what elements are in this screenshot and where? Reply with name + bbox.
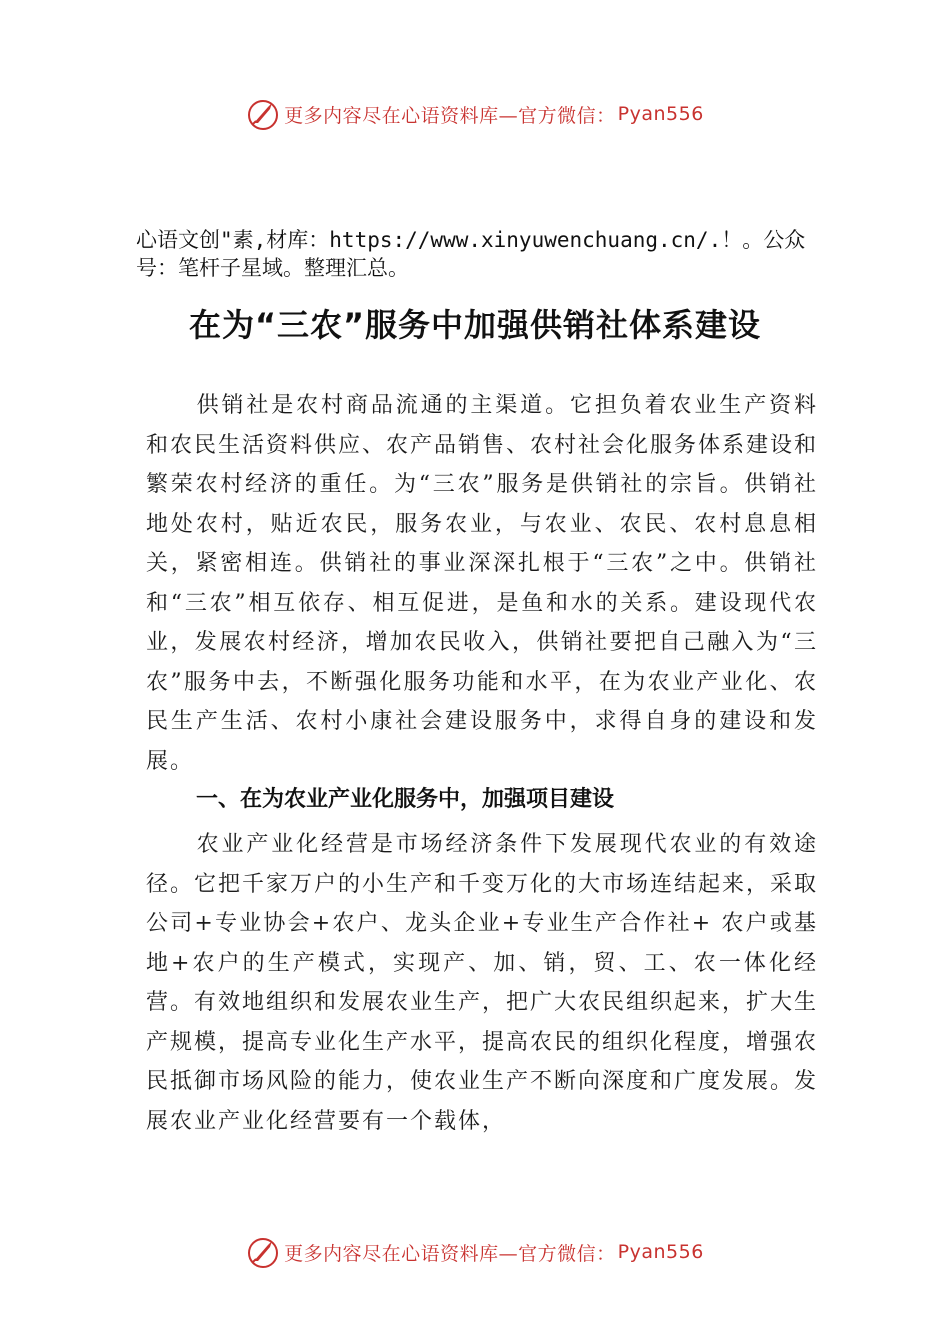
paragraph-section-1: 农业产业化经营是市场经济条件下发展现代农业的有效途径。它把千家万户的小生产和千变万化的大市场连结起来，采取公司+专业协会+农户、龙头企业+专业生产合作社+ 农户或基地+农户的生产模式，实现产、加、销，贸、工、农一体化经营。有效地组织和发展农业生产，把广大农民组织起来，扩大生产规模，提高专业化生产水平，提高农民的组织化程度，增强农民抵御市场风险的能力，使农业生产不断向深度和广度发展。发展农业产业化经营要有一个载体， — [146, 832, 819, 1134]
page-title: 在为“三农”服务中加强供销社体系建设 — [188, 306, 762, 344]
source-line: 心语文创"素,材库：https://www.xinyuwenchuang.cn/.！。公众号：笔杆子星域。整理汇总。 — [136, 228, 806, 280]
watermark-wechat-id: Pyan556 — [617, 1241, 704, 1263]
quill-pen-logo-icon — [246, 97, 280, 131]
section-heading: 一、在为农业产业化服务中，加强项目建设 — [196, 787, 615, 812]
watermark-text: 更多内容尽在心语资料库—官方微信： — [284, 104, 616, 127]
watermark-text: 更多内容尽在心语资料库—官方微信： — [284, 1242, 616, 1265]
footer-watermark — [0, 1232, 950, 1272]
header-watermark — [0, 94, 950, 134]
quill-pen-logo-icon — [246, 1235, 280, 1269]
watermark-wechat-id: Pyan556 — [617, 103, 704, 125]
paragraph-intro: 供销社是农村商品流通的主渠道。它担负着农业生产资料和农民生活资料供应、农产品销售、农村社会化服务体系建设和繁荣农村经济的重任。为“三农”服务是供销社的宗旨。供销社地处农村，贴近农民，服务农业，与农业、农民、农村息息相关，紧密相连。供销社的事业深深扎根于“三农”之中。供销社和“三农”相互依存、相互促进，是鱼和水的关系。建设现代农业，发展农村经济，增加农民收入，供销社要把自己融入为“三农”服务中去，不断强化服务功能和水平，在为农业产业化、农民生产生活、农村小康社会建设服务中，求得自身的建设和发展。 — [146, 393, 819, 774]
